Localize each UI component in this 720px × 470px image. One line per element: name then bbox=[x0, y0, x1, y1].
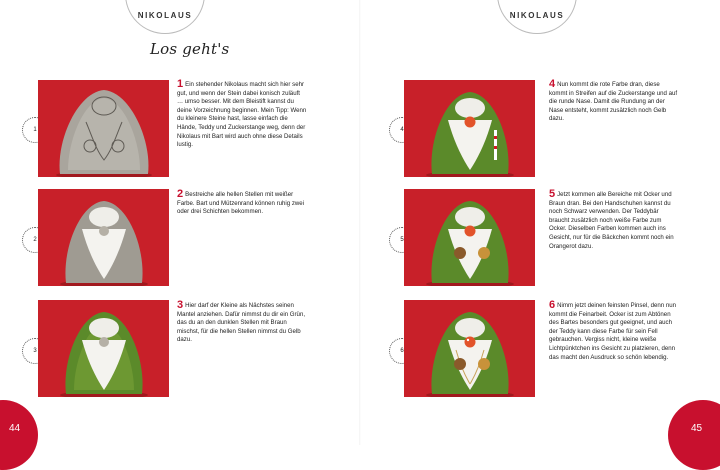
step-badge: 4 bbox=[389, 117, 415, 143]
step-badge: 6 bbox=[389, 338, 415, 364]
step-photo bbox=[38, 189, 169, 286]
page-number-right: 45 bbox=[691, 423, 703, 434]
step-badge: 1 bbox=[22, 117, 48, 143]
step-number: 6 bbox=[549, 299, 556, 311]
step-body: Nun kommt die rote Farbe dran, diese kommt in Streifen auf die Zuckerstange und auf die runde Nase. Damit die Rundung an der Nase entsteht, kommt zusätzlich noch Gelb dazu. bbox=[549, 81, 678, 123]
step-instruction bbox=[549, 80, 679, 124]
step-photo bbox=[404, 300, 535, 397]
step-body: Hier darf der Kleine als Nächstes seinen Mantel anziehen. Dafür nimmst du dir ein Grün, das du an den dunklen Stellen mit Braun mischst, für die hellen Stellen nimmst du Gelb dazu. bbox=[177, 302, 306, 344]
page-number-left: 44 bbox=[9, 423, 21, 434]
page-number-blob-right bbox=[668, 400, 720, 470]
step-body: Bestreiche alle hellen Stellen mit weißer Farbe. Bart und Mützenrand können ruhig zwei oder drei Schichten bekommen. bbox=[177, 191, 305, 216]
stone-gray-sketch-image bbox=[38, 80, 169, 177]
step-instruction bbox=[177, 301, 307, 345]
section-title: Los geht's bbox=[150, 40, 230, 58]
step-instruction bbox=[177, 190, 307, 217]
page-gutter bbox=[359, 0, 361, 445]
step-badge: 3 bbox=[22, 338, 48, 364]
step-number: 3 bbox=[177, 299, 184, 311]
step-photo bbox=[404, 80, 535, 177]
step-instruction bbox=[549, 190, 679, 251]
running-header-right bbox=[492, 0, 582, 34]
header-title: NIKOLAUS bbox=[137, 11, 193, 20]
step-photo bbox=[404, 189, 535, 286]
stone-red-nose-image bbox=[404, 80, 535, 177]
step-number: 1 bbox=[177, 78, 184, 90]
step-instruction bbox=[549, 301, 679, 362]
step-body: Ein stehender Nikolaus macht sich hier sehr gut, und wenn der Stein dabei konisch zuläuft … umso besser. Mit dem Bleistift kannst du deine Vorzeichnung beginnen. Mein Tipp: Wenn du kleinere Steine hast, lasse einfach die Hände, Teddy und Zuckerstange weg, denn der Nikolaus mit Bart wird auch ohne diese Details lustig. bbox=[177, 81, 307, 149]
step-photo bbox=[38, 80, 169, 177]
step-body: Nimm jetzt deinen feinsten Pinsel, denn nun kommt die Feinarbeit. Ocker ist zum Abtönen des Bartes besonders gut geeignet, und auch der Teddy kann diese Farbe für sein Fell gebrauchen. Vergiss nicht, kleine weiße Lichtpünktchen ins Gesicht zu platzieren, denn das macht den Ausdruck so schön lebendig. bbox=[549, 302, 677, 361]
step-body: Jetzt kommen alle Bereiche mit Ocker und Braun dran. Bei den Handschuhen kannst du noch Schwarz verwenden. Der Teddybär braucht zusätzlich noch weiße Farbe zum Ocker. Dieselben Farben kommen auch ins Gesicht, nur für die Bäckchen kommt noch ein Orangerot dazu. bbox=[549, 191, 674, 250]
stone-finished-image bbox=[404, 300, 535, 397]
stone-green-coat-image bbox=[38, 300, 169, 397]
step-photo bbox=[38, 300, 169, 397]
page-number-blob-left bbox=[0, 400, 38, 470]
header-title: NIKOLAUS bbox=[509, 11, 565, 20]
step-number: 2 bbox=[177, 188, 184, 200]
step-badge: 5 bbox=[389, 227, 415, 253]
step-number: 5 bbox=[549, 188, 556, 200]
step-badge: 2 bbox=[22, 227, 48, 253]
step-number: 4 bbox=[549, 78, 556, 90]
running-header-left bbox=[120, 0, 210, 34]
stone-white-base-image bbox=[38, 189, 169, 286]
step-instruction bbox=[177, 80, 307, 150]
stone-ochre-details-image bbox=[404, 189, 535, 286]
